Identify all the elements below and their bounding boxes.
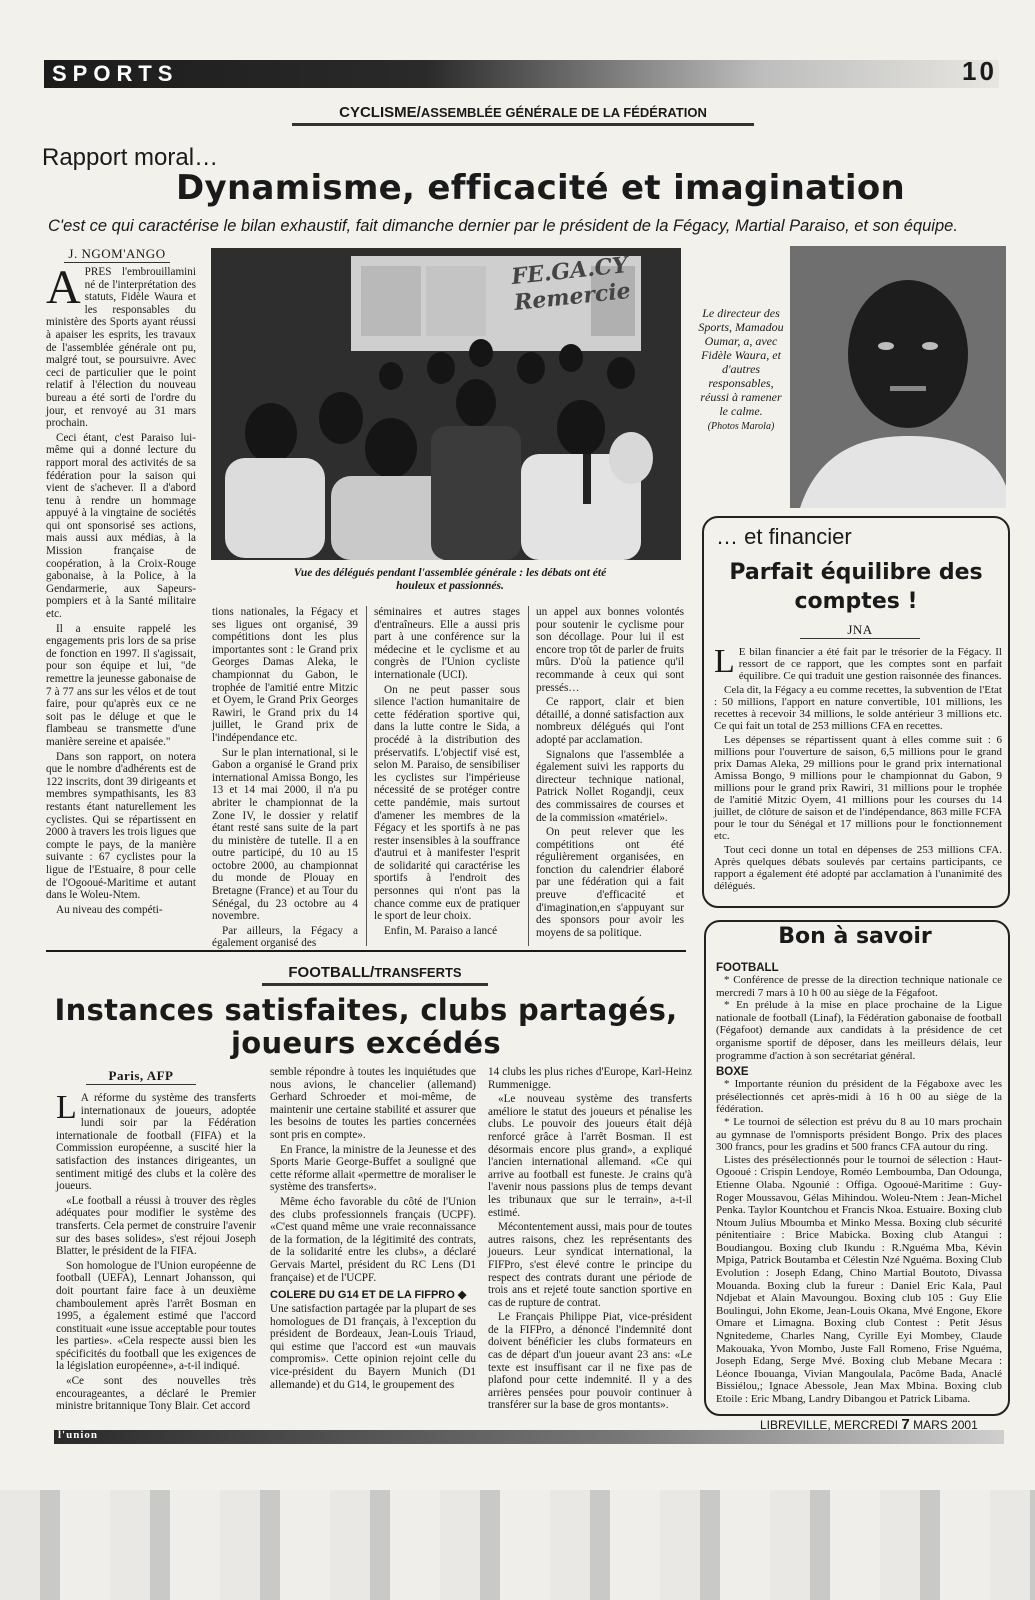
finance-byline: JNA xyxy=(800,622,920,639)
kicker-sub: TRANSFERTS xyxy=(374,965,462,980)
paragraph: On ne peut passer sous silence l'action humanitaire de cette fédération sportive qui, dans la lutte contre le Sida, a procédé à la distribution des préservatifs. L'objectif visé est, selon M. Paraiso, de sensibiliser les cyclistes sur l'impérieuse nécessité de se protéger contre cette pandémie, mais surtout d'amener les membres de la Fégacy et les sportifs à ne pas rester insensibles à la souffrance d'autrui et à manifester l'esprit de solidarité qui caractérise les sportifs à l'endroit des personnes qui n'ont pas la chance comme eux de pratiquer le sport de leur choix. xyxy=(374,683,520,923)
subhead: COLERE DU G14 ET DE LA FIFPRO ◆ xyxy=(270,1289,467,1302)
bon-title: Bon à savoir xyxy=(778,924,932,949)
paragraph: APRES l'embrouillamini né de l'interprétation des statuts, Fidèle Waura et les responsables du ministère des Sports ayant réussi à apaiser les esprits, les travaux de l'assemblée générale ont pu, malgré tout, se poursuivre. Avec ceci de particulier que le point relatif à l'élection du nouveau bureau a été sorti de l'ordre du jour, et renvoyé au 31 mars prochain. xyxy=(46,261,196,430)
paragraph: Même écho favorable du côté de l'Union des clubs professionnels français (UCPF). «C'est quand même une vraie reconnaissance de la formation, de la légitimité des contrats, de la solidarité entre les clubs», a déclaré Gervais Martel, président du RC Lens (D1 française) et de l'UCPF. xyxy=(270,1195,476,1284)
paragraph: «Ce sont des nouvelles très encourageantes, a déclaré le Premier ministre britannique Tony Blair. Cet accord xyxy=(56,1375,256,1413)
paragraph: Au niveau des compéti- xyxy=(56,903,163,916)
date-month: MARS 2001 xyxy=(913,1418,978,1432)
paragraph: Ce rapport, clair et bien détaillé, a donné satisfaction aux nombreux délégués qui l'ont adopté par acclamation. xyxy=(536,696,684,746)
bon-item: * Le tournoi de sélection est prévu du 8 au 10 mars prochain au gymnase de l'omnisports président Bongo. Prix des places 300 francs, pour les gradins et 500 francs CFA autour du ring. xyxy=(716,1115,1002,1154)
portrait-illustration xyxy=(790,246,1006,508)
paper-name: l'union xyxy=(58,1429,99,1441)
paragraph: Une satisfaction partagée par la plupart de ses homologues de D1 français, à l'exception du président de Bordeaux, Jean-Louis Triaud, qui estime que l'accord est «un mauvais compromis». Cette opinion rejoint celle du vice-président du Bayern Munich (D1 allemande) et du G14, le groupement des xyxy=(270,1303,476,1391)
director-portrait xyxy=(790,246,1006,508)
side-caption-text: Le directeur des Sports, Mamadou Oumar, a, avec Fidèle Waura, et d'autres responsables, réussi à ramener le calme. xyxy=(698,306,784,418)
section-banner xyxy=(44,60,999,88)
bon-item: * Importante réunion du président de la Fégaboxe avec les présélectionnés cet après-midi à 16 h 00 au siège de la fédération. xyxy=(716,1078,1002,1116)
bon-item: Listes des présélectionnés pour le tournoi de sélection : Haut-Ogooué : Crispin Lendoye, Roméo Lemboumba, Dan Odounga, Etienne Olaba. Ngounié : Offiga. Ogooué-Maritime : Guy-Roger Moussavou, Gélas Mihindou. Woleu-Ntem : Jean-Michel Penka. Taylor Kountchou et Francis Nkoa. Estuaire. Boxing club Ntoum Julius Mboumba et Minko Messa. Boxing club sécurité pénitentiaire : Brice Mabicka. Boxing club Atangui : Boudiangou. Boxing club Ikundu : R.Nguéma Mba, Kévin Mpiga, Patrick Boutamba et Célestin Nzé Nguéma. Boxing Club Evolution : Joseph Edang, Chino Martial Boutoto, Divassa Mouanda. Boxing club la fureur : Daniel Eric Kala, Paul Ndjebat et Alain Mavoungou. Boxing club 105 : Guy Elie Boulingui, John Ekome, Jean-Louis Okana, Mvé Engone, Ekore Omare et Limagna. Boxing club Contest : Petit Jésus Ngnitedeme, Charles Nang, Cyrille Eyi Mombey, Claude Makouaka, Yvon Mombo, Juste Fall Romeno, Frise Nguéma, Joseph Edang, Serge Mvé. Boxing club Mebane Mecara : Léonce Ibouanga, Vivian Mangoulala, Pacôme Bada, Anaclé Bissiélou,; Ignace Abessole, Jean Max Mbina. Boxing club Etoile : Eric Mbang, Landry Dibangou et Patrick Libama. xyxy=(716,1153,1002,1405)
football-col-1 xyxy=(56,1089,256,1415)
paragraph: un appel aux bonnes volontés pour soutenir le cyclisme pour son décollage. Pour lui il est encore trop tôt de parler de fruits mûrs. D'où la patience qu'il recommande à ceux qui sont pressés… xyxy=(536,606,684,694)
section-title: SPORTS xyxy=(52,61,179,86)
date-prefix: LIBREVILLE, MERCREDI xyxy=(760,1418,899,1432)
issue-date xyxy=(760,1416,978,1433)
paragraph: Enfin, M. Paraiso a lancé xyxy=(384,924,498,937)
kicker-main: FOOTBALL/ xyxy=(288,964,375,981)
paragraph: Il a ensuite rappelé les engagements pris lors de sa prise de fonction en 1997. Il s'agissait, pour son équipe et lui, "de remettre la jeunesse gabonaise de 7 à 77 ans sur les vélos et de tout faire, pour qu'après eux ce ne soit pas le déluge et que le flambeau se transmette d'une manière sereine et apaisée." xyxy=(46,622,196,748)
paragraph: On peut relever que les compétitions ont été régulièrement organisées, en fonction du calendrier élaboré par une fédération qui a fait preuve d'efficacité et d'imagination,en s'appuyant sur des sponsors pour avoir les moyens de sa politique. xyxy=(536,826,684,939)
paragraph: Par ailleurs, la Fégacy a également organisé des xyxy=(212,924,358,950)
kicker-main: CYCLISME/ xyxy=(339,104,421,121)
photo-banner-text: FE.GA.CY Remercie xyxy=(510,252,632,316)
paragraph: séminaires et autres stages d'entraîneurs. Elle a aussi pris part à une conférence sur la médecine et le cyclisme et au congrès de l'Union cycliste internationale (UCI). xyxy=(374,606,520,681)
football-headline xyxy=(46,994,686,1060)
football-label: FOOTBALL xyxy=(716,962,779,974)
paragraph: L E bilan financier a été fait par le trésorier de la Fégacy. Il ressort de ce rapport, que les comptes sont en parfait équilibre. Ce qui traduit une gestion raisonnée des finances. xyxy=(714,643,1002,682)
drop-cap: A xyxy=(46,261,81,314)
photo-credit: (Photos Marola) xyxy=(707,421,775,432)
standfirst: C'est ce qui caractérise le bilan exhaustif, fait dimanche dernier par le président de la Fégacy, Martial Paraiso, et son équipe. xyxy=(48,217,958,235)
boxe-label: BOXE xyxy=(716,1066,749,1079)
paragraph: «Le nouveau système des transferts améliore le statut des joueurs et pénalise les clubs. Le pouvoir des joueurs était déjà renforcé grâce à l'arrêt Bosman. Il est désormais encore plus grand», a expliqué l'ancien international allemand. «Ce qui arrive au football est funeste. Je crains qu'à l'avenir nous passions plus de temps devant les tribunaux que sur le terrain», a-t-il estimé. xyxy=(488,1093,692,1219)
cycling-kicker xyxy=(292,104,754,126)
paragraph: Cela dit, la Fégacy a eu comme recettes, la subvention de l'Etat : 50 millions, l'apport en nature convertible, 101 millions, les recettes à recevoir 34 millions, le solde antérieur 3 millions etc. Ce qui fait un total de 253 millions CFA en recettes. xyxy=(714,684,1002,732)
section-divider xyxy=(46,950,686,952)
paragraph: En France, la ministre de la Jeunesse et des Sports Marie George-Buffet a souligné que cette réforme allait «permettre de moraliser le système des transferts». xyxy=(270,1143,476,1194)
finance-overline: … et financier xyxy=(716,524,852,549)
page-number: 10 xyxy=(962,56,997,86)
paragraph: Ceci étant, c'est Paraiso lui-même qui a donné lecture du rapport moral des activités de sa fédération pour la saison qui vient de s'achever. Il a d'abord tenu à rendre un hommage appuyé à la vingtaine de sociétés qui ont sponsorisé ses actions, mais aussi aux médias, à la Mission française de coopération, à la Croix-Rouge gabonaise, à la Police, à la Gendarmerie, aux Sapeurs-pompiers et à la Santé militaire etc. xyxy=(46,431,196,621)
headline-line: joueurs excédés xyxy=(231,1026,501,1060)
paragraph: semble répondre à toutes les inquiétudes que nous avions, le chancelier (allemand) Gerhard Schroeder et moi-même, de maintenir une certaine stabilité et assurer que les besoins de toutes les parties concernées sont pris en compte». xyxy=(270,1066,476,1141)
finance-text xyxy=(714,643,1002,894)
date-day: 7 xyxy=(901,1416,910,1433)
paragraph: Tout ceci donne un total en dépenses de 253 millions CFA. Après quelques débats soulevés par certains participants, ce rapport a également été adopté par acclamation à l'unanimité des délégués. xyxy=(714,844,1002,892)
paragraph: tions nationales, la Fégacy et ses ligues ont organisé, 39 compétitions dont les plus importantes sont : le Grand prix Georges Damas Aleka, le championnat du Gabon, le trophée de l'amitié entre Mitzic et Oyem, le Grand Prix Georges Rawiri, le Grand prix du 14 juillet, le Grand prix de l'indépendance etc. xyxy=(212,606,358,744)
column-divider xyxy=(528,606,529,946)
cycling-headline: Dynamisme, efficacité et imagination xyxy=(176,168,906,208)
paragraph: Sur le plan international, si le Gabon a organisé le Grand prix international Amissa Bongo, les 13 et 14 mai 2000, il n'a pu abriter le championnat de la Zone IV, le dossier y relatif étant resté sans suite de la part du ministère de tutelle. Il a en outre participé, du 10 au 15 octobre 2000, au championnat du monde de Plouay en Bretagne (France) et au Tour du Sénégal, du 23 octobre au 4 novembre. xyxy=(212,746,358,923)
drop-cap: L xyxy=(714,643,735,680)
cycling-col-2 xyxy=(212,606,358,952)
kicker-sub: ASSEMBLÉE GÉNÉRALE DE LA FÉDÉRATION xyxy=(420,105,707,120)
cycling-col-1 xyxy=(46,261,196,918)
football-col-3 xyxy=(488,1066,692,1414)
paragraph: Les dépenses se répartissent quant à elles comme suit : 6 millions pour l'ouverture de saison, 6,5 millions pour le grand prix Damas Aleka, 29 millions pour le grand prix international Amissa Bongo, 9 millions pour le championnat du Gabon, 9 millions pour le grand prix Rawiri, 31 millions pour le trophée de l'amitié Mitzic Oyem, 41 millions pour les courses du 14 juillet, de clôture de saison et de l'indépendance, 863 mille FCFA pour le tour du Sénégal et 17 millions pour le fonctionnement etc. xyxy=(714,734,1002,842)
football-col-2 xyxy=(270,1066,476,1393)
overline: Rapport moral… xyxy=(42,144,219,171)
paragraph: «Le football a réussi à trouver des règles adéquates pour modifier le système des transferts. Cela permet de construire l'avenir sur des bases solides», s'est réjoui Joseph Blatter, le président de la FIFA. xyxy=(56,1194,256,1258)
paragraph: Signalons que l'assemblée a également suivi les rapports du directeur technique national, Patrick Nollet Rogandji, ceux des commissaires de courses et de la commission «matériel». xyxy=(536,748,684,824)
column-divider xyxy=(366,606,367,946)
drop-cap: L xyxy=(56,1089,77,1126)
paragraph: Mécontentement aussi, mais pour de toutes autres raisons, chez les représentants des joueurs. Leur syndicat international, la FIFPro, s'est élevé contre le principe du respect des contrats durant une période de trois ans et rejeté toute sanction sportive en cas de rupture de contrat. xyxy=(488,1221,692,1309)
bon-text xyxy=(716,958,1002,1406)
paragraph: Son homologue de l'Union européenne de football (UEFA), Lennart Johansson, qui doit pourtant faire face à un deuxième chamboulement après l'arrêt Bosman en 1995, a également estimé que l'accord constituait «une issue acceptable pour toutes les parties». «Cela respecte aussi bien les spécificités du football que les exigences de la législation européenne», a-t-il indiqué. xyxy=(56,1259,256,1373)
headline-line: Instances satisfaites, clubs partagés, xyxy=(54,993,678,1027)
scan-edge xyxy=(0,1490,1035,1600)
paragraph: 14 clubs les plus riches d'Europe, Karl-Heinz Rummenigge. xyxy=(488,1066,692,1091)
assembly-photo xyxy=(211,248,681,560)
paragraph: Le Français Philippe Piat, vice-président de la FIFPro, a dénoncé l'indemnité dont doivent bénéficier les clubs formateurs en cas de départ d'un joueur avant 23 ans: «Le texte est insuffisant car il ne fixe pas de plafond pour cette indemnité. Il y a des arrières pensées pour pouvoir continuer à transférer sur la base de gros montants». xyxy=(488,1311,692,1412)
bon-item: * Conférence de presse de la direction technique nationale ce mercredi 7 mars à 10 h 00 au siège de la Fégafoot. xyxy=(716,974,1002,999)
paragraph: L A réforme du système des transferts internationaux de joueurs, adoptée lundi soir par la Fédération internationale de football (FIFA) et la Commission européenne, a suscité hier la satisfaction des instances dirigeantes, un sentiment mitigé des clubs et la colère des joueurs. xyxy=(56,1089,256,1193)
football-kicker xyxy=(262,964,488,986)
side-caption xyxy=(696,306,786,434)
paragraph: Dans son rapport, on notera que le nombre d'adhérents est de 122 inscrits, dont 39 dirigeants et membres sympathisants, les 83 restants étant naturellement les cyclistes. Qui se répartissent en 2000 à travers les trois ligues que compte le pays, de la manière suivante : 67 cyclistes pour la ligue de l'Estuaire, 8 pour celle de l'Ogooué-Maritime et autant dans le Woleu-Ntem. xyxy=(46,750,196,902)
photo-caption: Vue des délégués pendant l'assemblée générale : les débats ont été houleux et passionnés. xyxy=(293,567,607,592)
dateline: Paris, AFP xyxy=(86,1068,196,1085)
bon-item: * En prélude à la mise en place prochaine de la Ligue nationale de football (Linaf), la Fédération gabonaise de football (Fégafoot) demande aux candidats à la présidence de cet organisme sportif de déposer, dans les meilleurs délais, leur programme d'action à son secrétariat général. xyxy=(716,999,1002,1062)
cycling-col-3 xyxy=(374,606,520,939)
cycling-col-4 xyxy=(536,606,684,941)
byline: J. NGOM'ANGO xyxy=(64,246,170,263)
finance-title: Parfait équilibre des comptes ! xyxy=(729,560,983,614)
